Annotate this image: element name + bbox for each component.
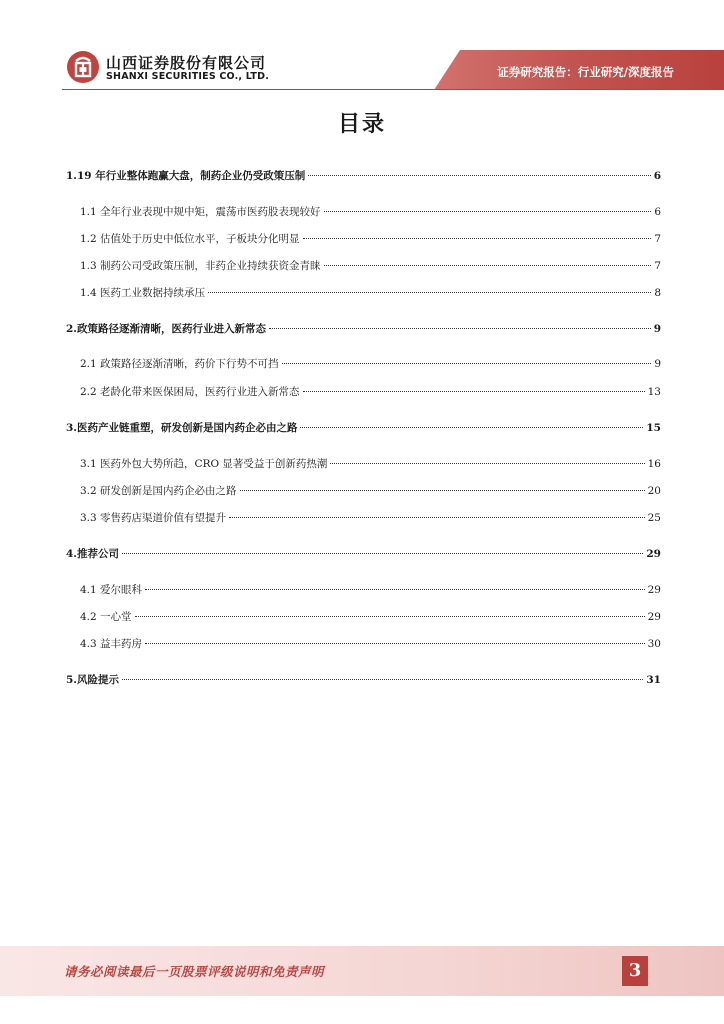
toc-entry-title: 4.1 爱尔眼科 [80,584,143,596]
toc-entry-title: 4.3 益丰药房 [80,638,143,650]
toc-page-number: 29 [647,584,661,596]
toc-dot-leader [240,490,645,491]
toc-entry-title: 1.19 年行业整体跑赢大盘，制药企业仍受政策压制 [66,170,306,182]
toc-page-number: 16 [647,458,661,470]
toc-dot-leader [300,427,643,428]
toc-page-number: 8 [654,287,661,299]
header-divider [62,89,724,90]
toc-page-number: 13 [647,386,661,398]
toc-entry-title: 3.医药产业链重塑，研发创新是国内药企必由之路 [66,422,298,434]
toc-dot-leader [330,463,644,464]
toc-entry-title: 1.1 全年行业表现中规中矩，震荡市医药股表现较好 [80,206,321,218]
toc-entry-title: 3.1 医药外包大势所趋，CRO 显著受益于创新药热潮 [80,458,328,470]
toc-page-number: 7 [654,233,661,245]
toc-page-number: 25 [647,512,661,524]
toc-section-row[interactable] [66,321,661,341]
toc-subsection-row[interactable] [66,609,661,629]
toc-dot-leader [122,679,643,680]
toc-entry-title: 2.1 政策路径逐渐清晰，药价下行势不可挡 [80,358,279,370]
toc-section-row[interactable] [66,546,661,566]
toc-dot-leader [145,643,645,644]
toc-entry-title: 1.3 制药公司受政策压制，非药企业持续获资金青睐 [80,260,321,272]
toc-dot-leader [269,328,651,329]
toc-subsection-row[interactable] [66,483,661,503]
toc-subsection-row[interactable] [66,285,661,305]
toc-page-number: 9 [654,358,661,370]
toc-page-number: 15 [646,422,661,434]
toc-subsection-row[interactable] [66,204,661,224]
toc-subsection-row[interactable] [66,258,661,278]
toc-dot-leader [145,589,645,590]
toc-page-number: 31 [646,674,661,686]
toc-section-row[interactable] [66,420,661,440]
toc-dot-leader [303,238,652,239]
toc-entry-title: 2.政策路径逐渐清晰，医药行业进入新常态 [66,323,266,335]
page-header [0,0,724,95]
toc-entry-title: 5.风险提示 [66,674,119,686]
toc-section-row[interactable] [66,672,661,692]
toc-entry-title: 4.2 一心堂 [80,611,132,623]
shanxi-securities-logo-icon [66,50,100,84]
report-type-label: 证券研究报告：行业研究/深度报告 [497,65,674,79]
page-title: 目录 [337,112,386,137]
toc-subsection-row[interactable] [66,356,661,376]
toc-page-number: 7 [654,260,661,272]
toc-page-number: 29 [647,611,661,623]
company-name-cn: 山西证券股份有限公司 [106,54,267,72]
toc-dot-leader [208,292,651,293]
toc-entry-title: 1.2 估值处于历史中低位水平，子板块分化明显 [80,233,300,245]
toc-page-number: 6 [654,206,661,218]
toc-entry-title: 2.2 老龄化带来医保困局，医药行业进入新常态 [80,386,300,398]
toc-entry-title: 1.4 医药工业数据持续承压 [80,287,206,299]
toc-page-number: 9 [653,323,661,335]
toc-subsection-row[interactable] [66,231,661,251]
toc-page-number: 20 [647,485,661,497]
toc-subsection-row[interactable] [66,384,661,404]
toc-dot-leader [303,391,645,392]
toc-entry-title: 4.推荐公司 [66,548,119,560]
toc-dot-leader [308,175,650,176]
toc-dot-leader [282,363,652,364]
toc-dot-leader [122,553,643,554]
toc-dot-leader [135,616,645,617]
toc-subsection-row[interactable] [66,456,661,476]
toc-entry-title: 3.3 零售药店渠道价值有望提升 [80,512,227,524]
toc-entry-title: 3.2 研发创新是国内药企必由之路 [80,485,237,497]
toc-dot-leader [324,211,652,212]
company-name-en: SHANXI SECURITIES CO., LTD. [106,71,270,82]
page-number: 3 [622,956,648,986]
toc-page-number: 29 [646,548,661,560]
footer-disclaimer: 请务必阅读最后一页股票评级说明和免责声明 [64,964,325,979]
toc-page-number: 6 [653,170,661,182]
toc-subsection-row[interactable] [66,636,661,656]
toc-section-row[interactable] [66,168,661,188]
toc-page-number: 30 [647,638,661,650]
toc-subsection-row[interactable] [66,582,661,602]
toc-subsection-row[interactable] [66,510,661,530]
toc-dot-leader [324,265,652,266]
toc-dot-leader [229,517,645,518]
